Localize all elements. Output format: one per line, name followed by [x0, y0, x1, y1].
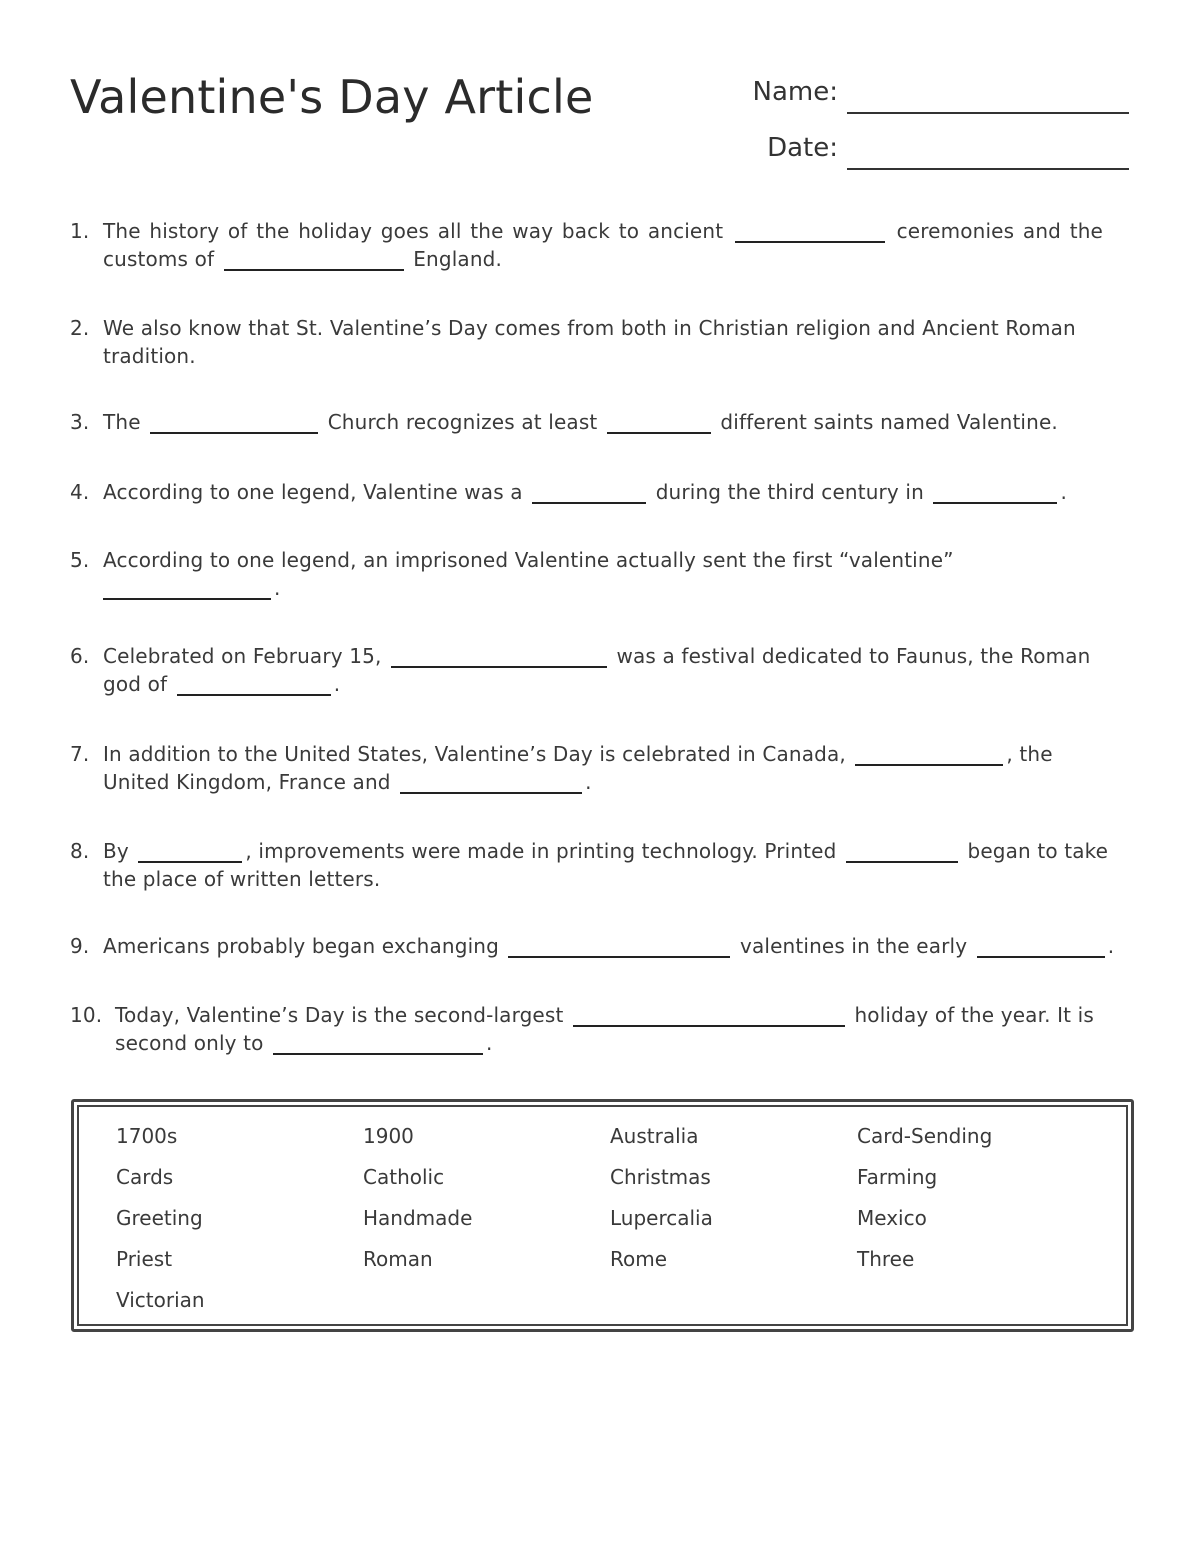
answer-blank[interactable]: [138, 860, 242, 863]
question-text: , the United Kingdom, France and: [103, 742, 1053, 794]
word-bank-item: Catholic: [363, 1165, 445, 1189]
question-text: .: [1107, 934, 1115, 958]
question-10: [70, 1001, 1120, 1057]
word-bank-item: Rome: [610, 1247, 668, 1271]
word-bank-item: Greeting: [116, 1206, 203, 1230]
question-number: 1.: [70, 219, 90, 243]
question-text: We also know that St. Valentine’s Day comes from both in Christian religion and Ancient Roman tradition.: [103, 316, 1076, 368]
question-3: [70, 408, 1120, 436]
answer-blank[interactable]: [391, 665, 607, 668]
question-text: Celebrated on February 15,: [103, 644, 382, 668]
answer-blank[interactable]: [150, 431, 318, 434]
word-bank-item: Farming: [857, 1165, 938, 1189]
question-number: 7.: [70, 742, 90, 766]
answer-blank[interactable]: [177, 693, 331, 696]
name-label: Name:: [752, 77, 838, 107]
answer-blank[interactable]: [273, 1052, 483, 1055]
question-text: According to one legend, Valentine was a: [103, 480, 523, 504]
answer-blank[interactable]: [573, 1024, 845, 1027]
question-number: 6.: [70, 644, 90, 668]
question-text: .: [585, 770, 592, 794]
question-number: 9.: [70, 934, 90, 958]
answer-blank[interactable]: [855, 763, 1003, 766]
question-number: 10.: [70, 1003, 103, 1027]
word-bank-item: 1900: [363, 1124, 414, 1148]
answer-blank[interactable]: [735, 240, 885, 243]
question-number: 3.: [70, 410, 90, 434]
question-number: 5.: [70, 548, 90, 572]
answer-blank[interactable]: [933, 501, 1057, 504]
question-text: began to take the place of written letters.: [103, 839, 1109, 891]
question-number: 2.: [70, 316, 90, 340]
question-text: The: [103, 410, 141, 434]
word-bank-item: Three: [857, 1247, 915, 1271]
word-bank-item: Priest: [116, 1247, 173, 1271]
question-4: [70, 478, 1120, 506]
word-bank-item: Cards: [116, 1165, 174, 1189]
word-bank-item: 1700s: [116, 1124, 178, 1148]
answer-blank[interactable]: [400, 791, 582, 794]
word-bank-item: Mexico: [857, 1206, 927, 1230]
question-6: [70, 642, 1120, 698]
question-text: .: [1060, 480, 1067, 504]
question-text: holiday of the year. It is second only to: [115, 1003, 1094, 1055]
question-2: [70, 314, 1120, 370]
question-text: According to one legend, an imprisoned Valentine actually sent the first “valentine”: [103, 548, 954, 572]
question-1: [70, 217, 1120, 273]
word-bank-item: Christmas: [610, 1165, 711, 1189]
worksheet-title: Valentine's Day Article: [70, 70, 594, 124]
answer-blank[interactable]: [846, 860, 958, 863]
question-text: valentines in the early: [740, 934, 968, 958]
question-9: [70, 932, 1120, 960]
question-number: 4.: [70, 480, 90, 504]
question-text: ceremonies and the customs of: [103, 219, 1103, 271]
question-text: Americans probably began exchanging: [103, 934, 499, 958]
question-text: England.: [413, 247, 502, 271]
question-text: .: [486, 1031, 493, 1055]
word-bank-inner: [77, 1105, 1128, 1326]
answer-blank[interactable]: [103, 597, 271, 600]
answer-blank[interactable]: [224, 268, 404, 271]
question-text: .: [333, 672, 341, 696]
word-bank-item: Lupercalia: [610, 1206, 713, 1230]
answer-blank[interactable]: [532, 501, 646, 504]
answer-blank[interactable]: [508, 955, 730, 958]
date-field[interactable]: [847, 168, 1129, 170]
name-field[interactable]: [847, 112, 1129, 114]
question-8: [70, 837, 1120, 893]
question-text: Today, Valentine’s Day is the second-largest: [115, 1003, 564, 1027]
word-bank-item: Roman: [363, 1247, 433, 1271]
word-bank-item: Australia: [610, 1124, 699, 1148]
answer-blank[interactable]: [607, 431, 711, 434]
word-bank-item: Victorian: [116, 1288, 205, 1312]
answer-blank[interactable]: [977, 955, 1105, 958]
question-text: By: [103, 839, 129, 863]
question-text: different saints named Valentine.: [720, 410, 1058, 434]
date-label: Date:: [767, 133, 838, 163]
word-bank-item: Handmade: [363, 1206, 473, 1230]
word-bank: [71, 1099, 1134, 1332]
word-bank-item: Card-Sending: [857, 1124, 993, 1148]
question-5: [70, 546, 1120, 602]
question-7: [70, 740, 1120, 796]
question-text: In addition to the United States, Valentine’s Day is celebrated in Canada,: [103, 742, 846, 766]
question-number: 8.: [70, 839, 90, 863]
question-text: was a festival dedicated to Faunus, the Roman god of: [103, 644, 1091, 696]
question-text: .: [274, 576, 281, 600]
question-text: during the third century in: [655, 480, 924, 504]
question-text: The history of the holiday goes all the way back to ancient: [103, 219, 724, 243]
question-text: Church recognizes at least: [327, 410, 598, 434]
question-text: , improvements were made in printing technology. Printed: [245, 839, 837, 863]
